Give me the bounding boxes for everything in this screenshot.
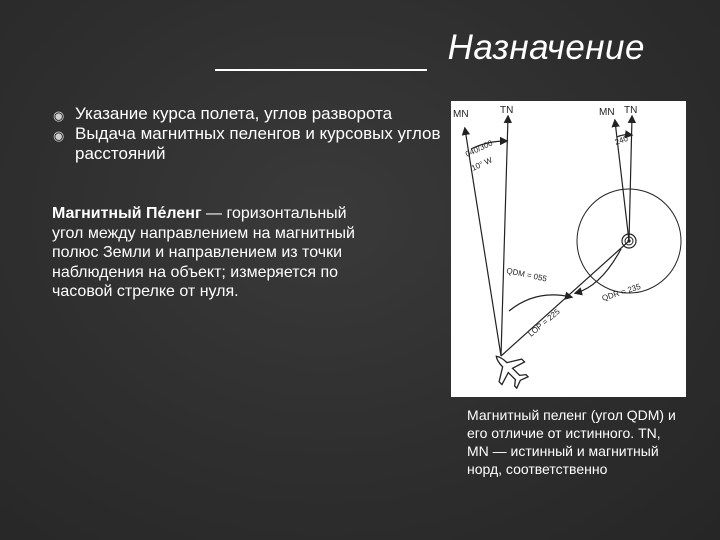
aircraft-icon <box>485 345 534 394</box>
qdm-arc <box>509 295 571 311</box>
tn-label-right: TN <box>624 105 638 116</box>
mn-label-left: MN <box>453 109 469 120</box>
circle-dot-icon: ◉ <box>53 128 65 143</box>
slide-title: Назначение <box>447 28 645 67</box>
angle-label-right: 240 <box>613 133 630 147</box>
bearing-diagram <box>451 101 686 397</box>
definition-body: — горизонтальный угол между направлением на магнитный полюс Земли и направлением из точки наблюдения на объект; измеряется по часовой стрелке от нуля. <box>52 205 355 300</box>
tn-line-right <box>629 117 632 241</box>
qdr-arc <box>576 249 621 293</box>
circle-dot-icon: ◉ <box>53 108 65 123</box>
bullet-text: Выдача магнитных пеленгов и курсовых углов расстояний <box>75 124 441 163</box>
definition-text <box>52 204 382 302</box>
angle-label-left: 040/300 <box>464 138 495 159</box>
qdm-label: QDM = 055 <box>505 266 548 284</box>
mn-label-right: MN <box>599 107 615 118</box>
tn-label-left: TN <box>500 105 514 116</box>
lop-label: LOP = 225 <box>526 307 562 339</box>
tn-line-left <box>501 117 508 356</box>
bullet-text: Указание курса полета, углов разворота <box>75 104 393 123</box>
figure-caption: Магнитный пеленг (угол QDM) и его отличие от истинного. TN, MN — истинный и магнитный норд, соответственно <box>467 407 676 477</box>
bearing-diagram-svg <box>451 101 686 397</box>
bullet-list <box>53 104 448 164</box>
bullet-item <box>53 124 448 164</box>
variation-label-left: 10° W <box>470 155 494 173</box>
title-underline <box>215 69 427 71</box>
qdr-label: QDR = 235 <box>600 281 642 303</box>
definition-term: Магнитный Пе́ленг <box>52 205 202 222</box>
bullet-item <box>53 104 448 124</box>
